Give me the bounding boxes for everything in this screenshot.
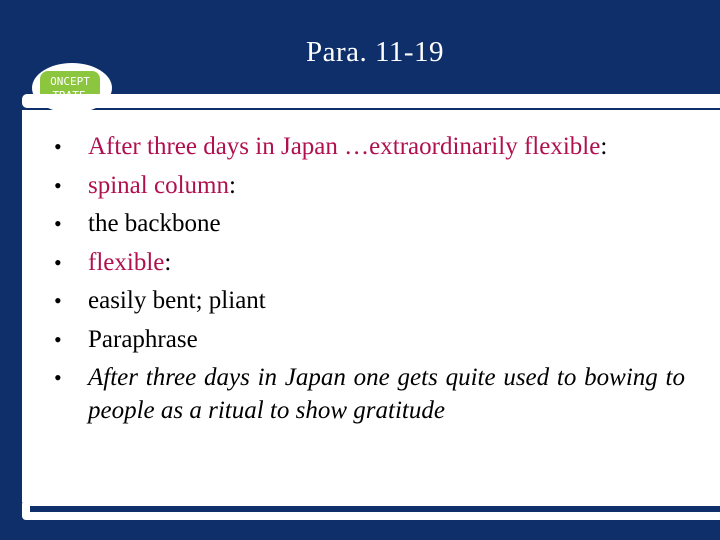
bullet-text: spinal column <box>88 171 229 199</box>
bullet-suffix: : <box>228 171 236 199</box>
bullet-text: the backbone <box>88 210 221 237</box>
bullet-item: • After three days in Japan one gets quite used to bowing to people as a ritual to show gratitude <box>54 364 685 424</box>
bullet-item: • flexible: <box>54 248 172 276</box>
bullet-suffix: : <box>164 248 172 276</box>
content-frame-top <box>22 94 720 108</box>
bullet-item: • the backbone <box>54 210 221 237</box>
logo-text-line1: ONCEPT <box>50 75 90 88</box>
bullet-item: • Paraphrase <box>54 325 198 353</box>
bullet-suffix: : <box>600 133 608 160</box>
bullet-text: After three days in Japan one gets quite used to bowing to people as a ritual to show gratitude <box>88 364 685 424</box>
bullet-text: easily bent; pliant <box>88 287 266 314</box>
content-frame-bottom <box>22 500 720 520</box>
bullet-item: • spinal column: <box>54 171 236 199</box>
bullet-item: • easily bent; pliant <box>54 287 266 314</box>
slide-title: Para. 11-19 <box>305 36 445 68</box>
bullet-text: Paraphrase <box>88 325 198 353</box>
bullet-text: After three days in Japan …extraordinarily flexible <box>88 133 601 160</box>
bullet-item: • After three days in Japan …extraordinarily flexible: <box>54 133 608 160</box>
bullet-list <box>50 130 685 433</box>
bullet-text: flexible <box>88 248 165 276</box>
